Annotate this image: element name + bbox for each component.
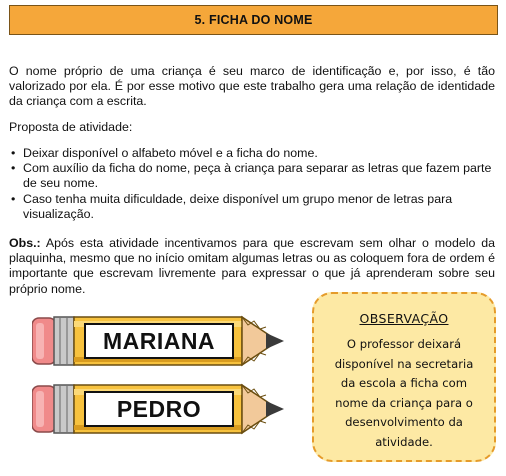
section-title: 5. FICHA DO NOME [194, 13, 313, 27]
pencil-name-card [32, 381, 287, 437]
activity-list [9, 146, 495, 222]
observation-text: O professor deixará disponível na secretaria da escola a ficha com nome da criança para o desenvolvimento da atividade. [334, 337, 474, 449]
list-item: • Deixar disponível o alfabeto móvel e a ficha do nome. [9, 146, 495, 161]
section-header [9, 5, 498, 35]
name-card-label: MARIANA [84, 323, 234, 359]
observation-title: OBSERVAÇÃO [359, 311, 449, 326]
proposal-label: Proposta de atividade: [9, 120, 133, 134]
list-item: • Com auxílio da ficha do nome, peça à criança para separar as letras que fazem parte de seu nome. [9, 161, 495, 191]
list-item: • Caso tenha muita dificuldade, deixe disponível um grupo menor de letras para visualização. [9, 192, 495, 222]
obs-label: Obs.: [9, 236, 41, 250]
obs-paragraph [9, 236, 495, 297]
pencil-name-card [32, 313, 287, 369]
obs-text: Após esta atividade incentivamos para que escrevam sem olhar o modelo da plaquinha, mesmo que no início omitam algumas letras ou as coloquem fora de ordem é importante que escrevam livremente para expressar o que já aprenderam sobre seu próprio nome. [9, 236, 495, 296]
observation-box [312, 292, 496, 462]
name-card-label: PEDRO [84, 391, 234, 427]
intro-paragraph: O nome próprio de uma criança é seu marco de identificação e, por isso, é tão valorizado por ela. É por esse motivo que este trabalho gera uma relação de identidade da criança com a escrita. [9, 64, 495, 109]
